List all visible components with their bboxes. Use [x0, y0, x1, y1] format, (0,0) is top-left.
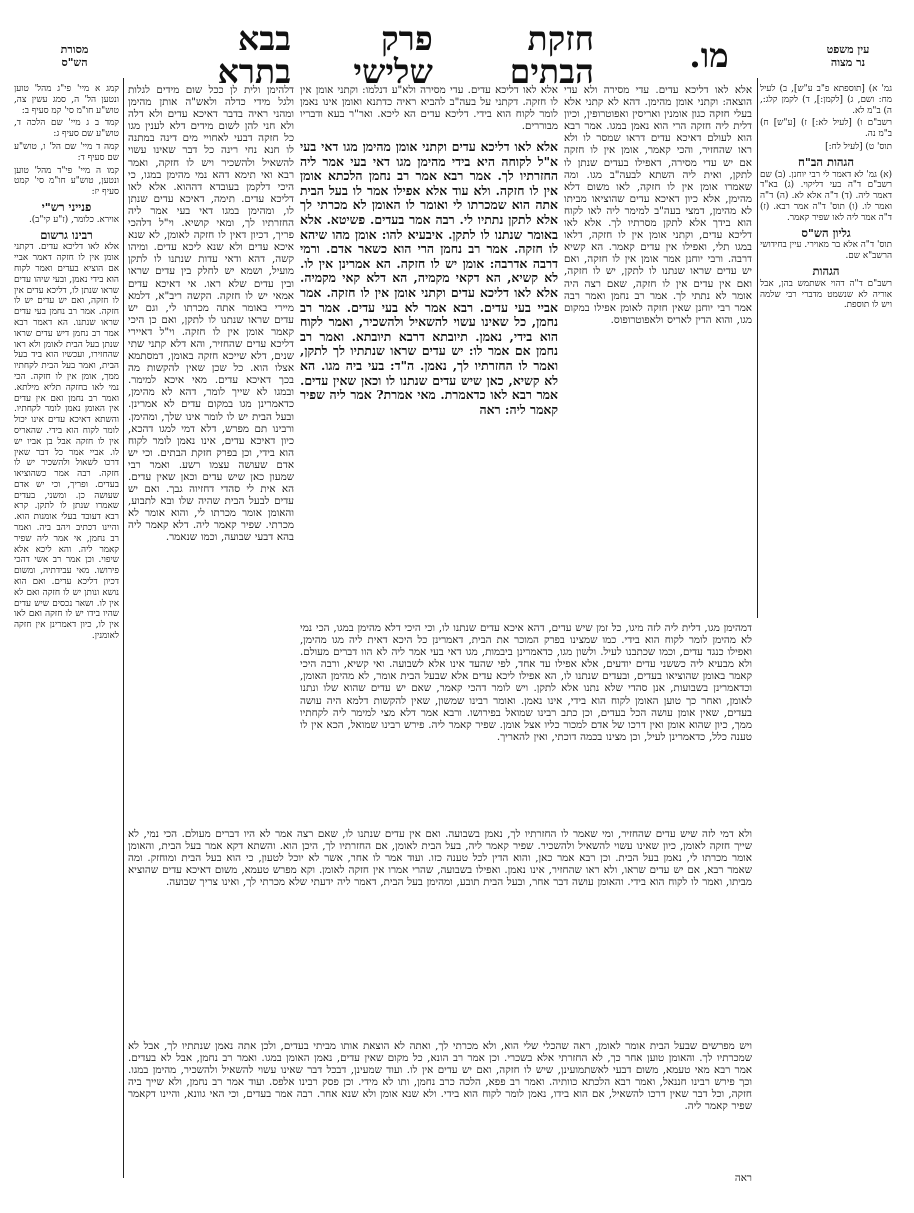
rabbeinu-gershom-heading: רבינו גרשום — [40, 227, 93, 242]
ein-mishpat-entry: קמו ה מיי' פי"ד מהל' טוען ונטען, טוש"ע חו"מ סי' קמט סעיף יז: — [14, 165, 119, 198]
tractate-title: בבא בתרא — [217, 19, 291, 91]
ein-mishpat-column — [14, 84, 119, 1169]
gemara-main — [300, 140, 558, 618]
masoret-column — [760, 84, 892, 444]
gilyon-hashas-heading: גליון הש"ס — [801, 225, 851, 240]
gemara-main-text: אלא לאו דליכא עדים וקתני אומן מהימן מגו דאי בעי א"ל לקוחה היא בידי מהימן מגו דאי בעי אמר ליה החזרתיו לך. אמר רבא אמר רב נחמן הלכתא אומן אין לו חזקה. ולא עוד אלא אפילו אמר לו בעל הבית אתה הוא שמכרתו לי ואומר לו האומן לא מכרתי לך אלא לתקן נתתיו לי. רבה אמר בעדים. פשיטא. אלא באומר שנתנו לו לתקן. איבעיא להו: אומן מהו שיהא לו חזקה. אמר רב נחמן הרי הוא כשאר אדם. ורמי דרבה אדרבה: אומן יש לו חזקה. הא אמרינן אין לו. לא קשיא, הא דקאי מקמיה, הא דלא קאי מקמיה. אלא לאו דליכא עדים וקתני אומן אין לו חזקה. אמר אביי בעי עדים. רבא אמר לא בעי עדים. אמר רב נחמן, כל שאינו עשוי להשאיל ולהשכיר, ואמר לקוח הוא בידי, נאמן. תיובתא דרבא תיובתא. ואמר רב נחמן אם אמר לו: יש עדים שראו שנתתיו לך לתקן, ואמר לו החזרתיו לך, נאמן. ה"ד: בעי ביה מגו. הא לא קשיא, כאן שיש עדים שנתנו לו וכאן שאין עדים. אמר רבא לאו כדאמרת. מאי אמרת? אמר ליה שפיר קאמר ליה: ראה — [300, 140, 558, 417]
masoret-entry: תוס' ט) [לעיל לח:] — [825, 141, 892, 152]
catchword — [692, 1172, 752, 1188]
tosafot-column — [128, 84, 294, 824]
hagahot-bach-text: (א) גמ' לא דאמר לי רבי יוחנן. (ב) שם רשב"ם ד"ה בעי דליקוי. (ג) בא"ד דאמר ליה. (ד) ד"ה אלא לא. (ה) ד"ה ואמר לו. (ו) תוס' ד"ה אמר רבא. (ז) ד"ה אמר ליה לאו שפיר קאמר. — [760, 169, 892, 223]
ein-mishpat-entry: קמד ב ג מיי' שם הלכה ד, טוש"ע שם סעיף ג: — [14, 118, 119, 140]
hagahot-heading: הגהות — [812, 263, 840, 278]
catchword-text: ראה — [734, 1172, 752, 1184]
gemara-intro-text: אלא לאו דליכא עדים. עדי מסירה ולא"ע דנלמו: וקתני אומן אין לו חזקה. דקתני על בעה"ב להביא ראיה כדתנא ואומן אינו נאמן לומר לקוח הוא בידי. דליכא עדים הא ליכא. ואר"ר בעא ודבריו מבוררים. — [300, 84, 558, 133]
gemara-intro — [300, 84, 558, 138]
margin-rule-right — [757, 78, 758, 618]
rashbam-continuation-text: ויש מפרשים שבעל הבית אומר לאומן, ראה שהכלי שלי הוא, ולא מכרתי לך, ואתה לא הוצאת אותו מביתי בעדים, ולכן אתה נאמן שנתתיו לך, אבל לא שמכרתיו לך. והאומן טוען אחר כך, לא החזרתי אלא בשכרי. וכן אמר רב הונא, כל מקום שאין עדים, נאמן האומן במגו. ואמר רב נחמן, אבל לא בעדים. אמר רבא מאי טעמא, משום דבעי לאשתמועינן, שיש לו חזקה, ואם יש עדים אין לו. ועוד שמעינן, דבכל דבר שאינו עשוי להשאיל ולהשכיר, מהימן במגו. וכך פירש רבינו חננאל, ואמר רבא הלכתא כוותיה. ואמר רב פפא, הלכה כרב נחמן, ותו לא מידי. וכן פסק רבינו אלפס. ועוד אמר רב נחמן, ולא שייך ביה חזקה, וכל דבר שאין דרכו להשאיל, אם הוא בידו, נאמן לומר לקוח הוא בידי. ולא שנא אומן ולא שנא אחר. רבה אמר בעדים, וכי האי גוונא, והיינו דקאמר שפיר קאמר ליה. — [128, 1040, 752, 1113]
masoret-heading: מסורת הש"ס — [60, 43, 89, 69]
chapter-title: פרק שלישי — [353, 19, 433, 91]
page-title-row — [154, 19, 594, 91]
rashbam-continuation — [128, 1040, 752, 1170]
hagahot-text: רשב"ם ד"ה דהוי אשתמש בהן, אבל אוריה לא שנשמט מדברי רבי שלמה ויש לו תוספת. — [760, 278, 892, 311]
pninei-rashi-text: אוירא. כלומר, (ז"ע קי"ב). — [28, 214, 119, 225]
pninei-rashi-heading: פנייני רש"י — [41, 199, 92, 214]
margin-rule-left — [123, 78, 124, 1178]
gilyon-hashas-text: תוס' ד"ה אלא בר מאוירי. עיין בחידושי הרשב"א שם. — [760, 240, 892, 262]
tosafot-lower-text: דמהימן מגו, דלית ליה לזה מיגו, כל זמן שיש עדים, דהא איכא עדים שנתנו לו, וכי היכי דלא מהימן במגו, הכי נמי לא מהימן לומר לקוח הוא בידי. כמו שמצינו בפרק המוכר את הבית, דאמרינן כל היכא דאית ליה מגו מהימן, ואפילו כנגד עדים, וכמו שכתבנו לעיל. ולשון מגו, כדאמרינן ביבמות, מגו דאי בעי אמר ליה לא הוו דברים מעולם. ולא מבעיא ליה כששני עדים יודעים, אלא אפילו עד אחד, לפי שהעד אינו אלא לשבועה. ואי קשיא, ורבה היכי קאמר באומן שהוציאו בעדים, ובעדים שנתנו לו, הא אפילו ליכא עדים אלא שבעל הבית אומר, לא מהימן האומן, וכדאמרינן בשבועות, אנן סהדי שלא נתנו אלא לתקן. ויש לומר דהכי קאמר, שאם יש עדים שהוא שלו ונתנו לאומן, ואחר כך טוען האומן לקוח הוא בידי, אינו נאמן. ואומר רבינו שמשון, שאין להקשות דלמא היה עושה בעדים, שאין אומן עושה הכל בעדים, וכן כתב רבינו שמואל בפירושו. ורבא אמר דלא מצי למימר ליה לקחתיו ממך, כיון שהוא אומן ואין דרכו של אדם למכור כליו אצל אומן. שפיר קאמר ליה. פירש רבינו שמואל, הכא אין לו טענה כלל, כדאמרינן לעיל, וכן מצינו בכמה דוכתי, ואין להאריך. — [300, 622, 752, 743]
folio-number: מו. — [689, 35, 729, 75]
rashbam-text: אלא לאו דליכא עדים. עדי מסירה ולא עדי הוצאה: וקתני אומן מהימן. דהא לא קתני אלא בעלי חזקה כגון אומנין ואריסין ואפוטרופין, וכיון דלית ליה חזקה הרי הוא נאמן במגו. אמר רבא הוא לעולם דאיכא עדים דראו שמסר לו ולא ראו שהחזיר, והכי קאמר, אומן אין לו חזקה אם יש עדי מסירה, דאפילו בעדים שנתן לו לתקן, ואית ליה השתא לבעה"ב מגו. ומה שאמרו אומן אין לו חזקה, לאו משום דלא מהימן, אלא כיון דאיכא עדים שהוציאו מביתו לא מהימן, דמצי בעה"ב למימר ליה לאו לקוח הוא בידך אלא לתקן מסרתיו לך. אלא לאו דליכא עדים, וקתני אומן אין לו חזקה, דלאו במגו תלי, ואפילו אין עדים קאמר. הא קשיא דרבה. ורבי יוחנן אמר אומן אין לו חזקה, ואם יש עדים שראו שנתנו לו לתקן, יש לו חזקה, ואם אין עדים אין לו חזקה, שאם רצה היה אומר לא נתתי לך. אמר רב נחמן ואמר רבה אמר רבי יוחנן שאין חזקה לאומן אפילו במקום מגו, והוא הדין לאריס ולאפוטרופוס. — [564, 84, 752, 326]
rashbam-lower-text: ולא דמי לזה שיש עדים שהחזיר, ומי שאמר לו החזרתיו לך, נאמן בשבועה. ואם אין עדים שנתנו לו, שאם רצה אמר לא היו דברים מעולם. הכי נמי, לא שייך חזקה לאומן, כיון שאינו עשוי להשאיל ולהשכיר. שפיר קאמר ליה, בעל הבית לאומן, אם החזרתיו לך, היכן הוא. והשתא דקא אמר בעל הבית, והאומן אומר מכרתו לי, נאמן בעל הבית. וכן רבא אמר כאן, והוא הדין לכל טענה כזו. ועוד אמר לו אחר, אשר לא יוכל לטעון, כי הוא בעל הבית ומוחזק. ומה שאמר רבא, אם יש עדים שראו, ולא ראו שהחזיר, אינו נאמן. ואפילו בשבועה, שהרי אמרו אין חזקה לאומן. וקא מפרש טעמא, משום דאיכא עדים שהוציא מביתו, ואמר לו לקוח הוא בידי. והאומן עושה דבר אחר, ובעל הבית תובע, ומהימן בעל הבית, דאמר ליה ידעתי שלא מכרתי לך, ואינו צריך שבועה. — [128, 828, 752, 889]
rabbeinu-gershom-text: אלא לאו דליכא עדים. דקתני אומן אין לו חזקה דאמר אביי אם הוציא בעדים ואמר לקוח הוא בידי נאמן, ובעי שיהו עדים שראו שנתן לו, דליכא עדים אין לו חזקה, ואם יש עדים יש לו חזקה. אמר רב נחמן בעי עדים שראו שנתנו. הא דאמר רבא אמר רב נחמן דיש עדים שראו שנתן בעל הבית לאומן ולא ראו שהחזירו, ועכשיו הוא ביד בעל הבית, ואמר בעל הבית לקחתיו ממך, אומן אין לו חזקה. הכי נמי לאו בחזקה תליא מילתא. ואמר רב נחמן ואם אין עדים אין האומן נאמן לומר לקחתיו. והשתא דאיכא עדים אינו יכול לומר לקוח הוא בידי. שהאריס אין לו חזקה אבל בן אביו יש לו. אביי אמר כל דבר שאין דרכו לשאול ולהשכיר יש לו חזקה. רבה אמר כשהוציאו בעדים. ופריך, וכי יש אדם שעושה כן. ומשני, בעדים שאמרו שנתן לו לתקן. קרא רבא דעובד בעלי אומנות הוא. והיינו דכתיב ויהב ביה. ואמר רב נחמן, אי אמר ליה שפיר קאמר ליה. והא ליכא אלא שיפוי. וכן אמר רב אשי דהכי פירושו. מאי עבידתיה, ומשום דכיון דליכא עדים. ואם הוא נושא ונותן יש לו חזקה ואם לא אין לו. ושאר נכסים שיש עדים שהיו בידו יש לו חזקה ואם לאו אין לו, כיון דאמרינן אין חזקה לאומנין. — [14, 242, 119, 642]
masoret-label — [27, 40, 122, 74]
tosafot-text: דלהימן ולית לן ככל שום מידים לגלות ולגל מידי כדלה ולאש"ה אותן מהימן ומהני ראיה בדבר דאיכא עדים ולא דלה ולא חני להן לשום מידים דלא לענין מגו כל חזקה דבעי לאחויי מים דינה במתנה לו חנא נחי רינה כל דבר שאינו עשוי להשאיל ולהשכיר ויש לו חזקה, ואמר רבא ואי תימא דהא נמי מהימן במגו, כי היכי דלקמן בעובדא דההוא. אלא לאו דליכא עדים. תימה, דאיכא עדים שנתן לו, ומהימן במגו דאי בעי אמר ליה החזרתיו לך, ומאי קושיא. וי"ל דלהכי פריך, דכיון דאין לו חזקה לאומן, לא שנא איכא עדים ולא שנא ליכא עדים. ומיהו קשה, דהא ודאי עדות שנתנו לו לתקן מועיל, ושמא יש לחלק בין עדים שראו ובין עדים שלא ראו. אי דאיכא עדים אמאי יש לו חזקה. הקשה ריב"א, דלמא מיירי באומר אתה מכרתו לי, וגם יש עדים שראו שנתנו לו לתקן, ואם כן היכי קאמר אומן אין לו חזקה. וי"ל דאיירי דליכא עדים שהחזיר, והא דלא קתני שתי שנים, דלא שייכא חזקה באומן, דמסתמא אצלו הוא. כל שכן שאין להקשות מה בכך דאיכא עדים. מאי איכא למימר. ובמגו לא שייך לומר, דהא לא מהימן, כדאמרינן מגו במקום עדים לא אמרינן. ובעל הבית יש לו לומר אינו שלך, ומהימן. ורבינו תם מפרש, דלא דמי למגו דהכא, כיון דאיכא עדים, אינו נאמן לומר לקוח הוא בידי, וכן בפרק חזקת הבתים. וכי יש אדם שעושה עצמו רשע. ואמר רבי שמעון כאן שיש עדים וכאן שאין עדים. הא אית לי סהדי דחזיוה גבך. ואם יש עדים לבעל הבית שהיה שלו ובא לתבוע, והאומן אומר מכרתו לי, והוא אומר לא מכרתי. שפיר קאמר ליה. דלא קאמר ליה בהא דבעי שבועה, וכמו שנאמר. — [128, 84, 294, 544]
masoret-entry: רשב"ם ו) [לעיל לא:] ז) [ע"ש] ח) ב"מ נה. — [760, 118, 892, 140]
hagahot-bach-heading: הגהות הב"ח — [798, 154, 854, 169]
tosafot-lower — [300, 622, 752, 822]
section-title: חזקת הבתים — [509, 19, 594, 91]
ein-mishpat-entry: קמה ד מיי' שם הל' ו, טוש"ע שם סעיף ד: — [14, 141, 119, 163]
ein-mishpat-label — [798, 40, 898, 74]
folio-box — [644, 35, 774, 75]
ein-mishpat-heading: עין משפט נר מצוה — [826, 43, 870, 69]
masoret-entry: גמ' א) [תוספתא פ"ב ע"ש], ב) לעיל מח: ושם, ג) [לקמן:], ד) לקמן קלג:, ה) ב"מ לא. — [760, 84, 892, 116]
rashbam-column — [564, 84, 752, 614]
rashbam-lower — [128, 828, 752, 1038]
ein-mishpat-entry: קמג א מיי' פי"ג מהל' טוען ונטען הל' ה, סמג עשין צה, טוש"ע חו"מ סי' קמ סעיף ב: — [14, 84, 119, 116]
